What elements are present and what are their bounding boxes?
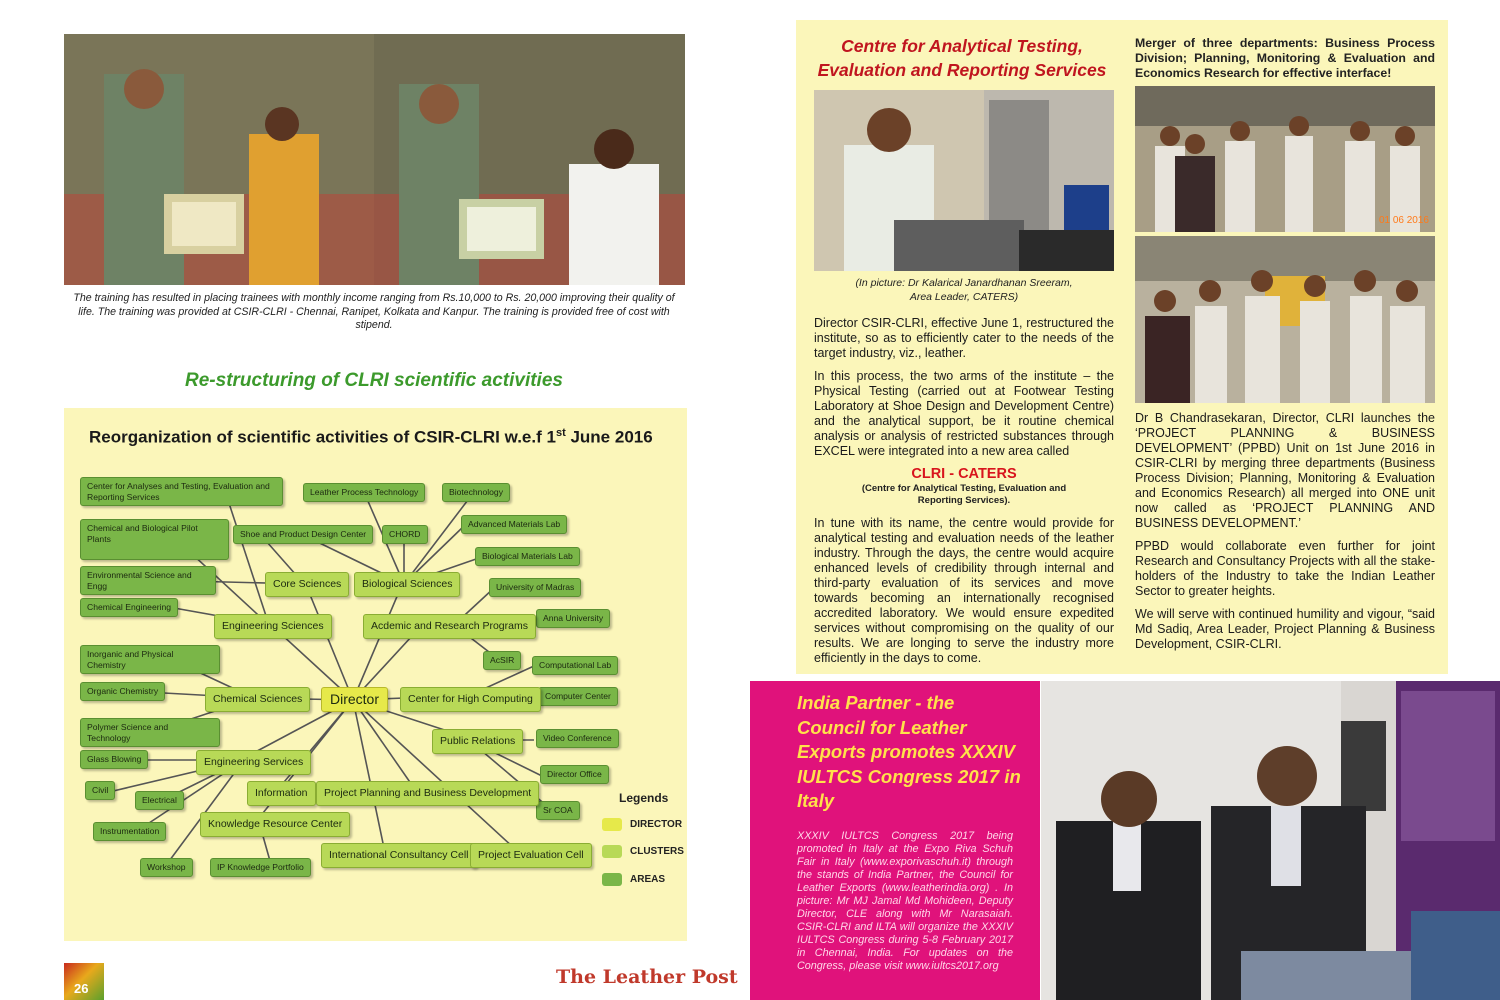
page-number-badge <box>64 963 104 1000</box>
director-node: Director <box>321 687 388 712</box>
area-video-conf: Video Conference <box>536 729 619 748</box>
org-chart <box>64 408 687 941</box>
area-shoe-design: Shoe and Product Design Center <box>233 525 373 544</box>
area-glass-blowing: Glass Blowing <box>80 750 148 769</box>
area-inorganic: Inorganic and Physical Chemistry <box>80 645 220 674</box>
cluster-high-computing: Center for High Computing <box>400 687 541 712</box>
area-comp-lab: Computational Lab <box>532 656 618 675</box>
caters-lab-photo <box>814 90 1114 271</box>
page-number: 26 <box>74 981 89 996</box>
area-workshop: Workshop <box>140 858 193 877</box>
legend-title: Legends <box>619 791 669 805</box>
area-director-office: Director Office <box>540 765 609 784</box>
cluster-engineering-sciences: Engineering Sciences <box>214 614 332 639</box>
area-pilot-plants: Chemical and Biological Pilot Plants <box>80 519 229 560</box>
article-title: Centre for Analytical Testing, Evaluation and Reporting Services <box>817 36 1107 80</box>
cluster-public-relations: Public Relations <box>432 729 523 754</box>
lab-photo-caption: (In picture: Dr Kalarical Janardhanan Sreeram, Area Leader, CATERS) <box>855 277 1073 303</box>
para-in-tune: In tune with its name, the centre would provide for analytical testing and evaluation needs of the leather industry. Through the days, the centre would acquire enhanced levels of credibility through internal and third-party evaluation of its services and move towards becoming an internationally recognised accredited laboratory. We would ensure expedited services without compromising on the quality of our results. We are longing to serve the industry more efficiently in the days to come. <box>814 516 1114 665</box>
caters-title: CLRI - CATERS <box>911 466 1017 482</box>
cluster-information: Information <box>247 781 316 806</box>
org-chart-title: Reorganization of scientific activities of CSIR-CLRI w.e.f 1st June 2016 <box>89 427 653 447</box>
restructuring-section-title: Re-structuring of CLRI scientific activities <box>185 370 563 391</box>
cluster-core-sciences: Core Sciences <box>265 572 349 597</box>
india-partner-title: India Partner - the Council for Leather Exports promotes XXXIV IULTCS Congress 2017 in Italy <box>797 692 1021 811</box>
india-partner-box <box>750 681 1040 1000</box>
ppbd-launch-photo-1 <box>1135 86 1435 232</box>
area-acsir: AcSIR <box>483 651 521 670</box>
caters-article <box>796 20 1448 674</box>
area-organic: Organic Chemistry <box>80 682 165 701</box>
area-env-science: Environmental Science and Engg <box>80 566 216 595</box>
area-advanced-materials: Advanced Materials Lab <box>461 515 567 534</box>
area-sr-coa: Sr COA <box>536 801 580 820</box>
area-electrical: Electrical <box>135 791 184 810</box>
cluster-biological-sciences: Biological Sciences <box>354 572 460 597</box>
area-univ-madras: University of Madras <box>489 578 581 597</box>
award-photo-caption: The training has resulted in placing trainees with monthly income ranging from Rs.10,000 to Rs. 20,000 improving their quality of life. The training was provided at CSIR-CLRI - Chennai, Ranipet, Kolkata and Kanpur. The training is provided free of cost with stipend. <box>73 292 675 331</box>
para-process: In this process, the two arms of the institute – the Physical Testing (carried out at Footwear Testing Laboratory at Shoe Design and Development Centre) and the analytical support, be it routine chemical analysis or analysis of restricted substances through EXCEL were integrated into a new area called <box>814 369 1114 458</box>
photo-date-stamp: 01 06 2016 <box>1378 215 1429 226</box>
area-caters: Center for Analyses and Testing, Evaluation and Reporting Services <box>80 477 283 506</box>
cluster-ppbd: Project Planning and Business Development <box>316 781 539 806</box>
cluster-intl-consultancy: International Consultancy Cell <box>321 843 477 868</box>
area-chord: CHORD <box>382 525 428 544</box>
area-civil: Civil <box>85 781 115 800</box>
cluster-project-eval: Project Evaluation Cell <box>470 843 592 868</box>
expo-stand-photo <box>1041 681 1500 1000</box>
area-polymer: Polymer Science and Technology <box>80 718 220 747</box>
area-computer-center: Computer Center <box>538 687 618 706</box>
publication-name: The Leather Post <box>556 966 738 988</box>
ppbd-launch-photo-2 <box>1135 236 1435 403</box>
area-bio-materials: Biological Materials Lab <box>475 547 580 566</box>
india-partner-text: XXXIV IULTCS Congress 2017 being promoted in Italy at the Expo Riva Schuh Fair in Italy (www.exporivaschuh.it) through the stands of India Partner, the Council for Leather Exports (www.leatherindia.org) . In picture: Mr MJ Jamal Md Mohideen, Deputy Director, CLE along with Mr Narasaiah. CSIR-CLRI and ILTA will organize the XXXIV IULTCS Congress during 5-8 February 2017 in Chennai, India. For updates on the Congress, please visit www.iultcs2017.org <box>797 830 1013 972</box>
para-restructured: Director CSIR-CLRI, effective June 1, restructured the institute, so as to efficiently cater to the needs of the target industry, viz., leather. <box>814 316 1114 360</box>
legend-clusters: CLUSTERS <box>602 845 684 858</box>
para-humility-quote: We will serve with continued humility and vigour, “said Md Sadiq, Area Leader, Project Planning & Business Development, CSIR-CLRI. <box>1135 607 1435 651</box>
area-instrumentation: Instrumentation <box>93 822 166 841</box>
area-ip-portfolio: IP Knowledge Portfolio <box>210 858 311 877</box>
cluster-krc: Knowledge Resource Center <box>200 812 350 837</box>
cluster-engineering-services: Engineering Services <box>196 750 311 775</box>
award-photo <box>64 34 685 285</box>
area-chem-engg: Chemical Engineering <box>80 598 178 617</box>
caters-subtitle: (Centre for Analytical Testing, Evaluation and Reporting Services). <box>861 483 1067 506</box>
cluster-chemical-sciences: Chemical Sciences <box>205 687 310 712</box>
para-ppbd-collaborate: PPBD would collaborate even further for joint Research and Consultancy Projects with all the stake-holders of the Industry to take the Indian Leather Sector to greater heights. <box>1135 539 1435 598</box>
para-ppbd-launch: Dr B Chandrasekaran, Director, CLRI launches the ‘PROJECT PLANNING & BUSINESS DEVELOPMENT’ (PPBD) Unit on 1st June 2016 in CSIR-CLRI by merging three departments (Business Process Division; Planning, Monitoring & Evaluation and Economics Research) all merged into ONE unit now called as ‘PROJECT PLANNING AND BUSINESS DEVELOPMENT.’ <box>1135 411 1435 530</box>
legend-clusters-swatch <box>602 845 622 858</box>
area-biotechnology: Biotechnology <box>442 483 510 502</box>
legend-director: DIRECTOR <box>602 818 682 831</box>
cluster-academic-programs: Acdemic and Research Programs <box>363 614 536 639</box>
legend-areas-swatch <box>602 873 622 886</box>
area-anna-univ: Anna University <box>536 609 610 628</box>
merger-heading: Merger of three departments: Business Process Division; Planning, Monitoring & Evaluation and Economics Research for effective interface! <box>1135 36 1435 80</box>
legend-areas: AREAS <box>602 873 665 886</box>
legend-director-swatch <box>602 818 622 831</box>
area-leather-process: Leather Process Technology <box>303 483 425 502</box>
